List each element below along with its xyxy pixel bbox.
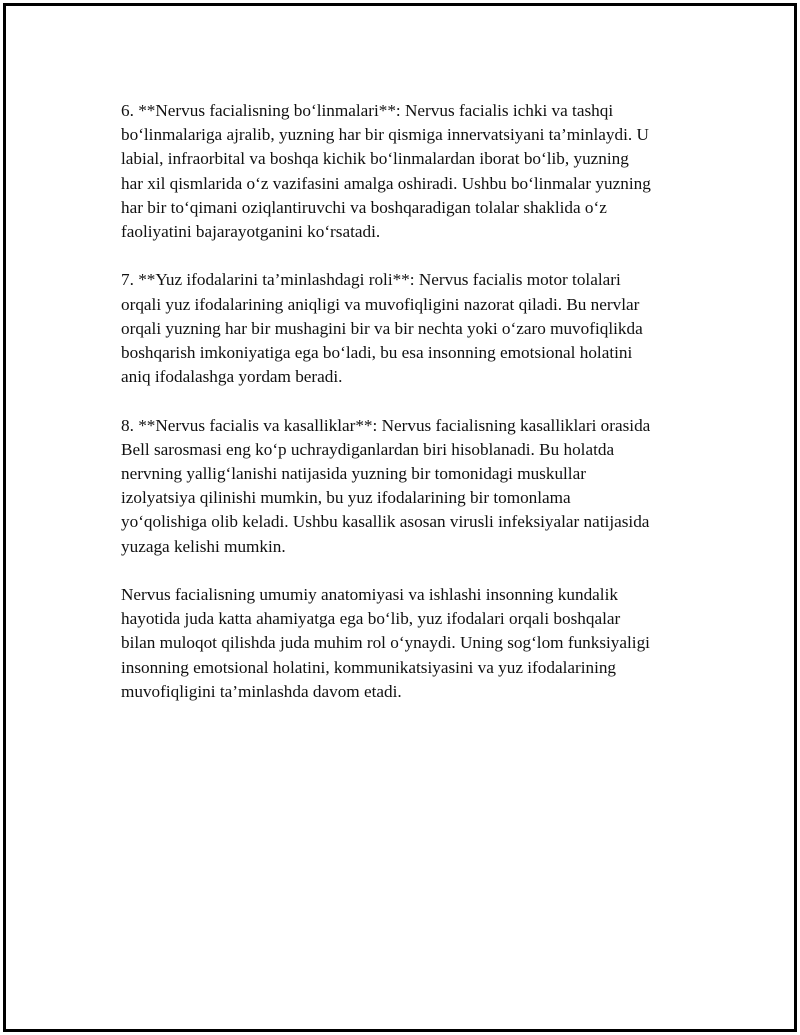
paragraph-section-6: 6. **Nervus facialisning bo‘linmalari**: Nervus facialis ichki va tashqi bo‘linmalariga ajralib, yuzning har bir qismiga innervatsiyani ta’minlaydi. U labial, infraorbital va boshqa kichik bo‘linmalardan iborat bo‘lib, yuzning har xil qismlarida o‘z vazifasini amalga oshiradi. Ushbu bo‘linmalar yuzning har bir to‘qimani oziqlantiruvchi va boshqaradigan tolalar shaklida o‘z faoliyatini bajarayotganini ko‘rsatadi. xyxy=(121,101,651,242)
paragraph-section-8: 8. **Nervus facialis va kasalliklar**: Nervus facialisning kasalliklari orasida Bell sarosmasi eng ko‘p uchraydiganlardan biri hisoblanadi. Bu holatda nervning yallig‘lanishi natijasida yuzning bir tomonidagi muskullar izolyatsiya qilinishi mumkin, bu yuz ifodalarining bir tomonlama yo‘qolishiga olib keladi. Ushbu kasallik asosan virusli infeksiyalar natijasida yuzaga kelishi mumkin. xyxy=(121,415,651,556)
paragraph-conclusion: Nervus facialisning umumiy anatomiyasi va ishlashi insonning kundalik hayotida juda katta ahamiyatga ega bo‘lib, yuz ifodalari orqali boshqalar bilan muloqot qilishda juda muhim rol o‘ynaydi. Uning sog‘lom funksiyaligi insonning emotsional holatini, kommunikatsiyasini va yuz ifodalarining muvofiqligini ta’minlashda davom etadi. xyxy=(121,585,650,701)
document-body xyxy=(121,99,696,728)
page-frame xyxy=(3,3,797,1032)
paragraph-section-7: 7. **Yuz ifodalarini ta’minlashdagi roli**: Nervus facialis motor tolalari orqali yuz ifodalarining aniqligi va muvofiqligini nazorat qiladi. Bu nervlar orqali yuzning har bir mushagini bir va bir nechta yoki o‘zaro muvofiqlikda boshqarish imkoniyatiga ega bo‘ladi, bu esa insonning emotsional holatini aniq ifodalashga yordam beradi. xyxy=(121,270,643,387)
